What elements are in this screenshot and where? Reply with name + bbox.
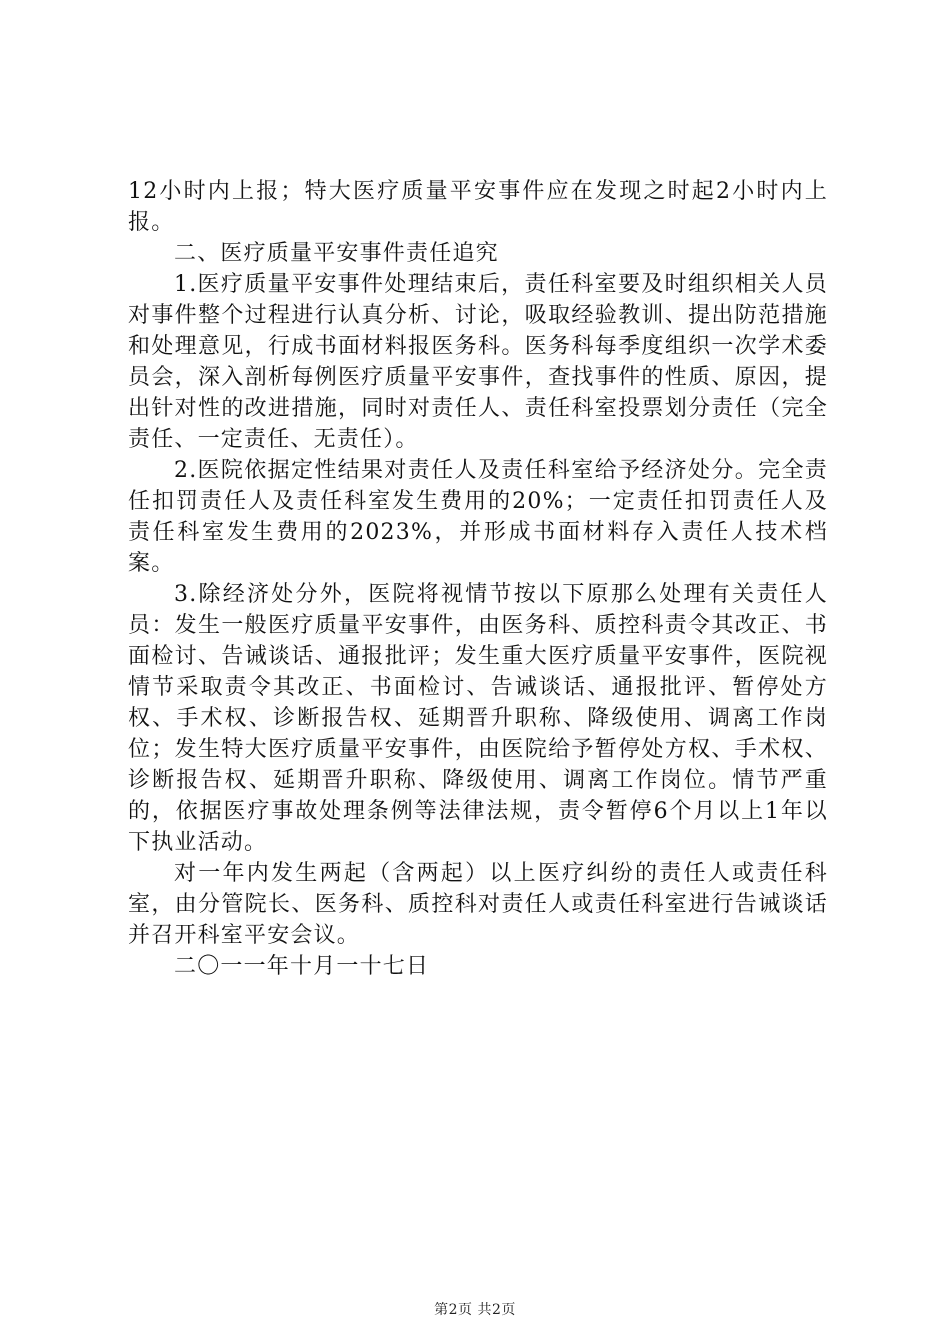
document-body (128, 176, 828, 982)
paragraph-item-3: 3.除经济处分外，医院将视情节按以下原那么处理有关责任人员：发生一般医疗质量平安事件，由医务科、质控科责令其改正、书面检讨、告诫谈话、通报批评；发生重大医疗质量平安事件，医院视情节采取责令其改正、书面检讨、告诫谈话、通报批评、暂停处方权、手术权、诊断报告权、延期晋升职称、降级使用、调离工作岗位；发生特大医疗质量平安事件，由医院给予暂停处方权、手术权、诊断报告权、延期晋升职称、降级使用、调离工作岗位。情节严重的，依据医疗事故处理条例等法律法规，责令暂停6个月以上1年以下执业活动。 (128, 582, 828, 855)
page-number-footer: 第2页 共2页 (434, 1302, 516, 1318)
paragraph-item-2: 2.医院依据定性结果对责任人及责任科室给予经济处分。完全责任扣罚责任人及责任科室发生费用的20%；一定责任扣罚责任人及责任科室发生费用的2023%，并形成书面材料存入责任人技术档案。 (128, 458, 828, 576)
paragraph-item-1: 1.医疗质量平安事件处理结束后，责任科室要及时组织相关人员对事件整个过程进行认真分析、讨论，吸取经验教训、提出防范措施和处理意见，行成书面材料报医务科。医务科每季度组织一次学术委员会，深入剖析每例医疗质量平安事件，查找事件的性质、原因，提出针对性的改进措施，同时对责任人、责任科室投票划分责任（完全责任、一定责任、无责任）。 (128, 272, 828, 452)
paragraph-continuation: 12小时内上报；特大医疗质量平安事件应在发现之时起2小时内上报。 (128, 179, 828, 235)
document-date: 二〇一一年十月一十七日 (174, 954, 430, 979)
section-heading: 二、医疗质量平安事件责任追究 (174, 241, 499, 266)
paragraph-disputes: 对一年内发生两起（含两起）以上医疗纠纷的责任人或责任科室，由分管院长、医务科、质控科对责任人或责任科室进行告诫谈话并召开科室平安会议。 (128, 861, 828, 948)
